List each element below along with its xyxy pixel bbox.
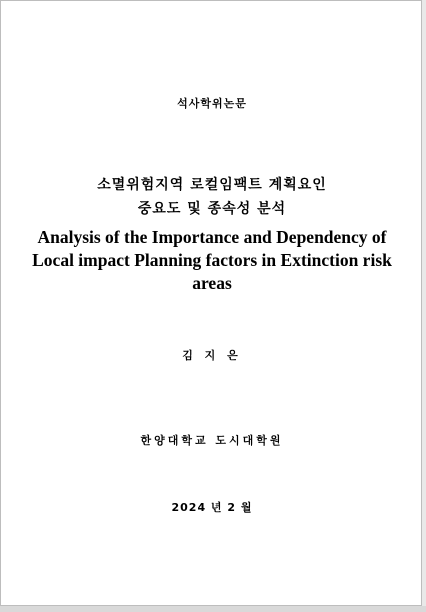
english-title-line-1: Analysis of the Importance and Dependency of xyxy=(37,227,387,247)
korean-title-line-1: 소멸위험지역 로컬임팩트 계획요인 xyxy=(97,177,327,193)
university-name: 한양대학교 도시대학원 xyxy=(140,434,284,447)
korean-title-line-2: 중요도 및 종속성 분석 xyxy=(137,201,287,217)
submission-date: 2024 년 2 월 xyxy=(171,501,253,514)
english-title-line-3: areas xyxy=(192,273,232,293)
author-name: 김 지 은 xyxy=(182,349,242,362)
page-right-shadow xyxy=(422,0,426,612)
english-title-line-2: Local impact Planning factors in Extinction risk xyxy=(32,250,392,270)
degree-label: 석사학위논문 xyxy=(177,97,247,110)
page-bottom-shadow xyxy=(0,606,426,612)
